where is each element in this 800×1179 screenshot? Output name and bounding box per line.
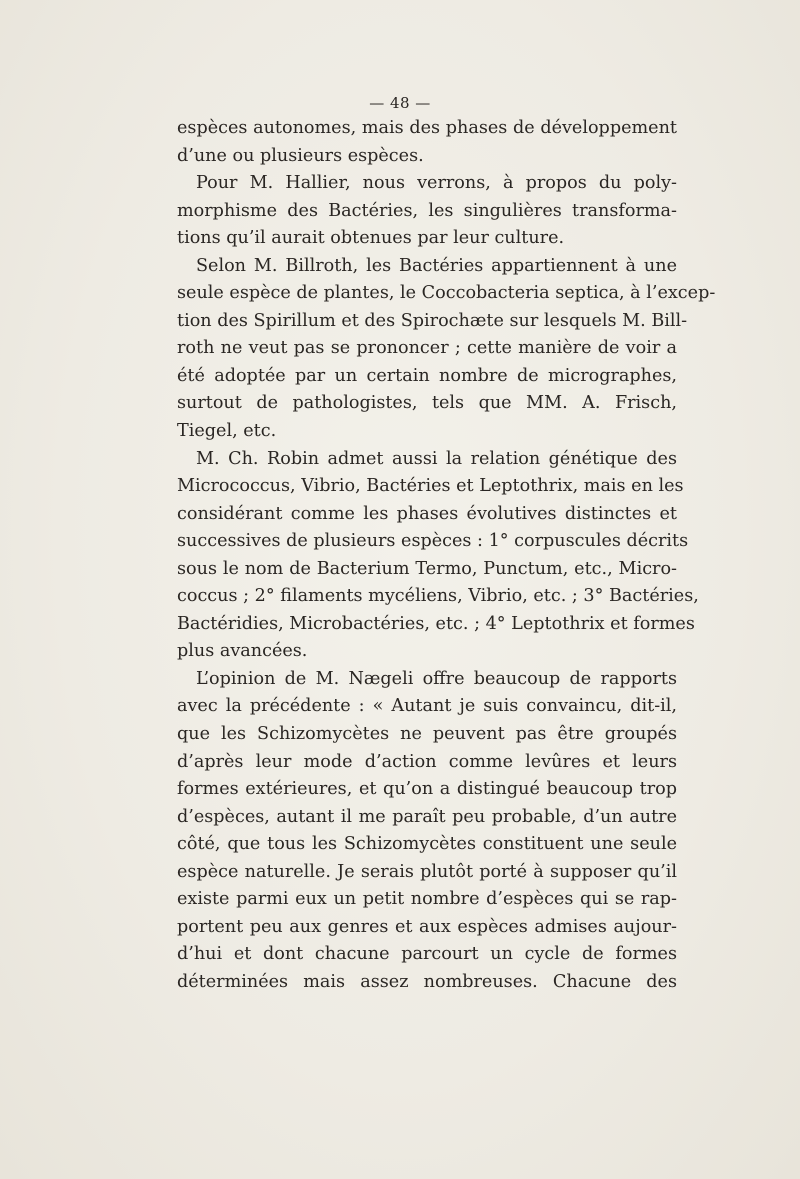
text-line: portent peu aux genres et aux espèces admises aujour- [177,916,677,937]
text-line: espèces autonomes, mais des phases de développement [177,118,677,138]
text-line: d’une ou plusieurs espèces. [177,145,424,166]
text-line: côté, que tous les Schizomycètes constituent une seule [177,834,677,855]
text-line: d’espèces, autant il me paraît peu probable, d’un autre [177,806,677,827]
text-line: que les Schizomycètes ne peuvent pas être groupés [177,724,677,745]
text-line: d’hui et dont chacune parcourt un cycle de formes [177,944,677,965]
text-line: Micrococcus, Vibrio, Bactéries et Leptothrix, mais en les [177,476,684,497]
text-line: considérant comme les phases évolutives distinctes et [177,503,677,524]
text-line: sous le nom de Bacterium Termo, Punctum, etc., Micro- [177,558,677,579]
text-line: d’après leur mode d’action comme levûres et leurs [177,751,677,772]
text-line: formes extérieures, et qu’on a distingué beaucoup trop [177,779,677,800]
text-line: morphisme des Bactéries, les singulières transforma- [177,200,677,221]
text-line: plus avancées. [177,641,308,662]
text-line: successives de plusieurs espèces : 1° corpuscules décrits [177,531,689,552]
text-line: tion des Spirillum et des Spirochæte sur lesquels M. Bill- [177,310,688,331]
text-line: Selon M. Billroth, les Bactéries appartiennent à une [196,255,677,276]
text-line: roth ne veut pas se prononcer ; cette manière de voir a [177,338,677,359]
text-line: avec la précédente : « Autant je suis convaincu, dit-il, [177,696,677,717]
text-line: Tiegel, etc. [177,421,277,442]
body-text [177,115,716,997]
text-line: M. Ch. Robin admet aussi la relation génétique des [196,448,677,469]
text-line: surtout de pathologistes, tels que MM. A. Frisch, [177,393,677,414]
text-line: L’opinion de M. Nægeli offre beaucoup de rapports [196,668,677,689]
page-number: — 48 — [369,94,431,112]
text-line: déterminées mais assez nombreuses. Chacune des [177,971,677,992]
text-line: coccus ; 2° filaments mycéliens, Vibrio, etc. ; 3° Bactéries, [177,586,699,607]
text-line: tions qu’il aurait obtenues par leur culture. [177,228,565,249]
text-line: Bactéridies, Microbactéries, etc. ; 4° Leptothrix et formes [177,613,695,634]
text-line: Pour M. Hallier, nous verrons, à propos du poly- [196,173,677,194]
text-line: seule espèce de plantes, le Coccobacteria septica, à l’excep- [177,283,716,304]
text-line: espèce naturelle. Je serais plutôt porté à supposer qu’il [177,861,677,882]
text-line: existe parmi eux un petit nombre d’espèces qui se rap- [177,889,677,910]
text-line: été adoptée par un certain nombre de micrographes, [177,365,677,386]
